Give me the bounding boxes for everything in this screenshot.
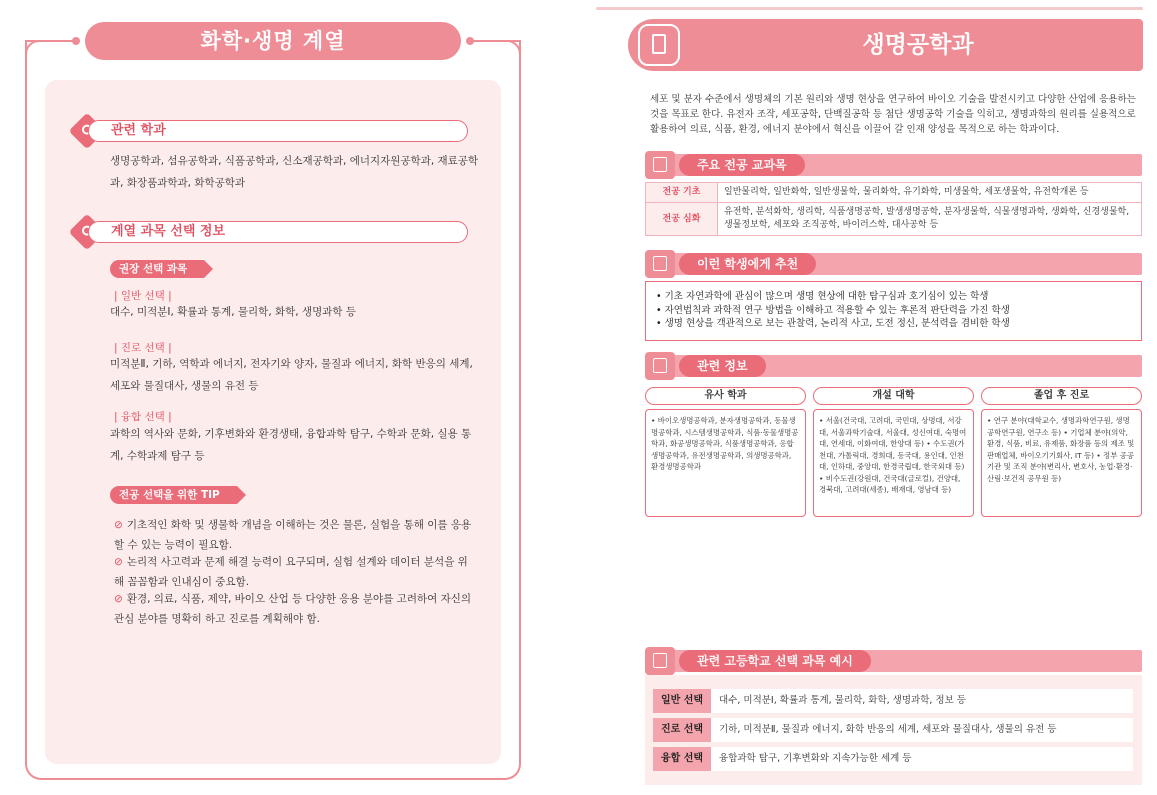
general-select-label: | 일반 선택 |	[114, 290, 172, 302]
major-courses-table	[645, 182, 1142, 236]
course-row-text: 일반물리학, 일반화학, 일반생물학, 물리화학, 유기화학, 미생물학, 세포생물학, 유전학개론 등	[718, 183, 1142, 203]
related-info-heading	[645, 355, 1142, 377]
frame-top-line-right	[471, 40, 521, 42]
frame-top-line-left	[25, 40, 75, 42]
right-page-header	[628, 19, 1143, 71]
universities-column	[813, 387, 974, 517]
related-depts-heading-label: 관련 학과	[88, 120, 468, 142]
tip-item	[114, 515, 474, 555]
table-row	[653, 689, 1133, 713]
tip-text: 논리적 사고력과 문제 해결 능력이 요구되며, 실험 설계와 데이터 분석을 위해 꼼꼼함과 인내심이 중요함.	[114, 556, 468, 588]
hs-row-text: 대수, 미적분Ⅰ, 확률과 통계, 물리학, 화학, 생명과학, 정보 등	[719, 695, 966, 706]
tip-tag: 전공 선택을 위한 TIP	[110, 486, 238, 504]
convergence-select-text: 과학의 역사와 문화, 기후변화와 환경생태, 융합과학 탐구, 수학과 문화, 실용 통계, 수학과제 탐구 등	[110, 428, 472, 462]
column-head: 개설 대학	[813, 387, 974, 405]
notebook-icon	[645, 151, 675, 179]
course-row-label: 전공 심화	[646, 203, 718, 236]
course-info-heading-label: 계열 과목 선택 정보	[88, 221, 468, 243]
table-row	[653, 747, 1133, 771]
career-select-label: | 진로 선택 |	[114, 342, 172, 354]
column-body: • 연구 분야(대학교수, 생명과학연구원, 생명공학연구원, 연구소 등) • 기업체 분야(의약, 환경, 식품, 비료, 유제품, 화장품 등의 제조 및 판매업체, 바이오기기회사, IT 등) • 정부 공공기관 및 조직 분야(변리사, 변호사, 농업·환경·산림·보건직 공무원 등)	[981, 409, 1142, 517]
related-depts-heading	[74, 118, 470, 144]
list-item: • 자연법칙과 과학적 연구 방법을 이해하고 적용할 수 있는 후론적 판단력을 가진 학생	[656, 304, 1010, 316]
course-row-text: 유전학, 분석화학, 생리학, 식품생명공학, 발생생명공학, 분자생물학, 식물생명과학, 생화학, 신경생물학, 생물정보학, 세포와 조직공학, 바이러스학, 대사공학 등	[718, 203, 1142, 236]
major-courses-heading-label: 주요 전공 교과목	[679, 154, 805, 176]
similar-depts-column	[645, 387, 806, 517]
right-page-title: 생명공학과	[862, 32, 974, 58]
column-head: 유사 학과	[645, 387, 806, 405]
recommend-heading-label: 이런 학생에게 추천	[679, 253, 816, 275]
folder-icon	[645, 250, 675, 278]
dept-intro: 세포 및 분자 수준에서 생명체의 기본 원리와 생명 현상을 연구하여 바이오 기술을 발전시키고 다양한 산업에 응용하는 것을 목표로 한다. 유전자 조작, 세포공학, 단백질공학 등 첨단 생명공학 기술을 익히고, 생명과학의 원리를 실용적으로 활용하여 의료, 식품, 환경, 에너지 분야에서 혁신을 이끌어 갈 인재 양성을 목적으로 하는 학과이다.	[650, 94, 1136, 135]
book-icon	[645, 647, 675, 675]
check-circle-icon: ⊘	[114, 556, 123, 568]
info-card-icon	[645, 352, 675, 380]
hs-row-label: 융합 선택	[653, 747, 711, 771]
related-depts-text: 생명공학과, 섬유공학과, 식품공학과, 신소재공학과, 에너지자원공학과, 재료공학과, 화장품과학과, 화학공학과	[110, 155, 479, 189]
column-head: 졸업 후 진로	[981, 387, 1142, 405]
hs-row-label: 진로 선택	[653, 718, 711, 742]
check-circle-icon: ⊘	[114, 593, 123, 605]
table-row	[646, 183, 1142, 203]
hs-row-text: 기하, 미적분Ⅱ, 물질과 에너지, 화학 반응의 세계, 세포와 물질대사, 생물의 유전 등	[719, 724, 1057, 735]
recommended-tag: 권장 선택 과목	[110, 260, 205, 278]
related-info-heading-label: 관련 정보	[679, 355, 766, 377]
course-row-label: 전공 기초	[646, 183, 718, 203]
hs-courses-heading-label: 관련 고등학교 선택 과목 예시	[679, 650, 871, 672]
hs-courses-panel	[645, 675, 1142, 785]
list-item: • 기초 자연과학에 관심이 많으며 생명 현상에 대한 탐구심과 호기심이 있는 학생	[656, 291, 989, 302]
left-page-title: 화학·생명 계열	[85, 22, 461, 60]
clipboard-icon	[638, 24, 680, 66]
major-courses-heading	[645, 154, 1142, 176]
tip-text: 기초적인 화학 및 생물학 개념을 이해하는 것은 물론, 실험을 통해 이를 응용할 수 있는 능력이 필요함.	[114, 519, 472, 551]
convergence-select-label: | 융합 선택 |	[114, 411, 172, 423]
check-circle-icon: ⊘	[114, 519, 123, 531]
hs-row-label: 일반 선택	[653, 689, 711, 713]
tip-item	[114, 589, 474, 629]
career-select-text: 미적분Ⅱ, 기하, 역학과 에너지, 전자기와 양자, 물질과 에너지, 화학 반응의 세계, 세포와 물질대사, 생물의 유전 등	[110, 358, 473, 392]
course-info-heading	[74, 219, 470, 245]
table-row	[653, 718, 1133, 742]
tip-text: 환경, 의료, 식품, 제약, 바이오 산업 등 다양한 응용 분야를 고려하여 자신의 관심 분야를 명확히 하고 진로를 계획해야 함.	[114, 593, 472, 625]
column-body: • 서울(건국대, 고려대, 국민대, 상명대, 서강대, 서울과학기술대, 서울대, 성신여대, 숙명여대, 연세대, 이화여대, 한양대 등) • 수도권(가천대, 가톨릭대, 경희대, 동국대, 용인대, 인천대, 인하대, 중앙대, 한경국립대, 한국외대 등) • 비수도권(강원대, 건국대(글로컬), 건양대, 경북대, 고려대(세종), 배재대, 영남대 등)	[813, 409, 974, 517]
column-body: • 바이오생명공학과, 분자생명공학과, 동물생명공학과, 시스템생명공학과, 식품·동물생명공학과, 화공생명공학과, 식품생명공학과, 응합생명공학과, 유전생명공학과, 의생명공학과, 환경생명공학과	[645, 409, 806, 517]
hs-courses-heading	[645, 650, 1142, 672]
table-row	[646, 203, 1142, 236]
hs-row-text: 융합과학 탐구, 기후변화와 지속가능한 세계 등	[719, 753, 912, 764]
career-paths-column	[981, 387, 1142, 517]
general-select-text: 대수, 미적분Ⅰ, 확률과 통계, 물리학, 화학, 생명과학 등	[110, 306, 357, 318]
recommend-heading	[645, 253, 1142, 275]
tip-item	[114, 552, 474, 592]
recommend-box	[645, 281, 1142, 341]
right-page-top-rule	[596, 7, 1143, 10]
list-item: • 생명 현상을 객관적으로 보는 관찰력, 논리적 사고, 도전 정신, 분석력을 겸비한 학생	[656, 318, 1010, 329]
